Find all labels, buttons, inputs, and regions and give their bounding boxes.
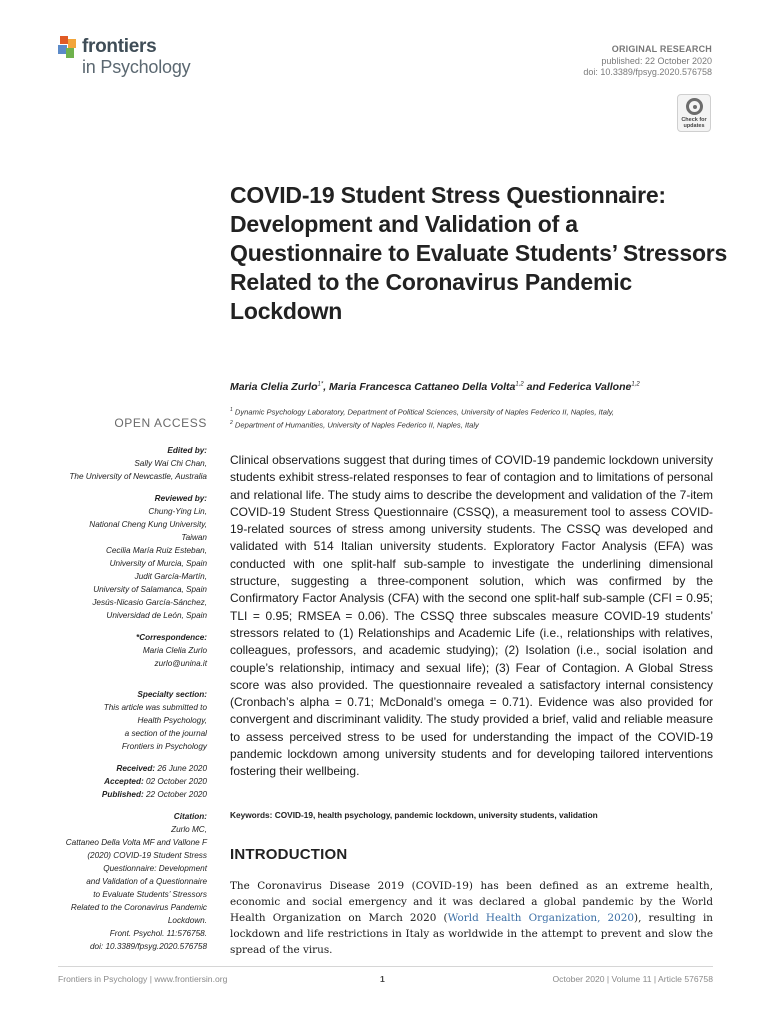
citation-line: to Evaluate Students’ Stressors: [93, 890, 207, 899]
affiliation-number: 1: [230, 407, 233, 413]
author-affiliation-mark: 1,2: [515, 381, 524, 388]
published-label: Published:: [101, 790, 144, 799]
correspondence-name: Maria Clelia Zurlo: [142, 646, 207, 655]
reviewer-line: University of Murcia, Spain: [109, 559, 207, 568]
reviewer-line: Cecilia María Ruiz Esteban,: [105, 546, 207, 555]
citation-line: Lockdown.: [167, 916, 207, 925]
reviewer-line: Universidad de León, Spain: [106, 611, 207, 620]
published-value: 22 October 2020: [143, 790, 207, 799]
affiliation: [230, 420, 479, 430]
author-name[interactable]: Maria Clelia Zurlo: [230, 381, 318, 393]
frontiers-logo-icon: [58, 36, 80, 58]
open-access-label: OPEN ACCESS: [114, 416, 207, 430]
citation-line: Questionnaire: Development: [103, 864, 207, 873]
specialty-line: This article was submitted to: [103, 703, 207, 712]
received-label: Received:: [116, 764, 156, 773]
reviewer-line: National Cheng Kung University,: [89, 520, 207, 529]
reviewer-line: University of Salamanca, Spain: [93, 585, 207, 594]
author-name[interactable]: Federica Vallone: [548, 381, 632, 393]
footer-issue-info: October 2020 | Volume 11 | Article 576758: [552, 974, 713, 984]
logo-name: frontiers: [82, 36, 157, 57]
author-separator: ,: [323, 381, 330, 393]
article-title: COVID-19 Student Stress Questionnaire: Development and Validation of a Questionnaire to Evaluate Students’ Stressors Related to the Coronavirus Pandemic Lockdown: [230, 182, 728, 324]
section-heading-introduction: INTRODUCTION: [230, 846, 348, 863]
specialty-line: Frontiers in Psychology: [121, 742, 207, 751]
intro-text-part: The Coronavirus Disease 2019 (COVID-19) has been defined as an extreme health, economic and social emergency and it was declared a global pandemic by the World Health Organization on March 2020 (: [230, 880, 713, 924]
published-date-sidebar: [47, 788, 207, 801]
check-for-updates-button[interactable]: [677, 94, 711, 132]
received-value: 26 June 2020: [155, 764, 207, 773]
reference-link[interactable]: World Health Organization, 2020: [447, 912, 635, 924]
reviewed-by-label: Reviewed by:: [154, 494, 207, 503]
footer-journal-link[interactable]: Frontiers in Psychology | www.frontiersin.org: [58, 974, 228, 984]
keywords: Keywords: COVID-19, health psychology, pandemic lockdown, university students, validation: [230, 810, 598, 820]
published-date: published: 22 October 2020: [601, 55, 712, 66]
author-list: [230, 381, 730, 393]
citation-doi-link[interactable]: doi: 10.3389/fpsyg.2020.576758: [90, 942, 207, 951]
citation-line: Front. Psychol. 11:576758.: [109, 929, 207, 938]
check-updates-icon: [686, 98, 703, 115]
reviewer-line: Jesús-Nicasio García-Sánchez,: [92, 598, 207, 607]
affiliation-number: 2: [230, 420, 233, 426]
accepted-value: 02 October 2020: [143, 777, 207, 786]
edited-by-label: Edited by:: [167, 446, 207, 455]
editor-line: The University of Newcastle, Australia: [69, 472, 207, 481]
article-doi[interactable]: doi: 10.3389/fpsyg.2020.576758: [583, 67, 712, 77]
accepted-date: [47, 775, 207, 788]
specialty-section-label: Specialty section:: [137, 690, 207, 699]
author-name[interactable]: Maria Francesca Cattaneo Della Volta: [329, 381, 516, 393]
author-affiliation-mark: 1,2: [631, 381, 640, 388]
correspondence-email-link[interactable]: zurlo@unina.it: [154, 659, 207, 668]
editor-line: Sally Wai Chi Chan,: [134, 459, 207, 468]
accepted-label: Accepted:: [104, 777, 144, 786]
citation-line: Cattaneo Della Volta MF and Vallone F: [65, 838, 207, 847]
citation-line: (2020) COVID-19 Student Stress: [87, 851, 207, 860]
affiliation: [230, 407, 614, 417]
article-sidebar: [47, 444, 207, 953]
citation-line: Zurlo MC,: [171, 825, 207, 834]
reviewer-line: Taiwan: [181, 533, 207, 542]
article-type: ORIGINAL RESEARCH: [611, 44, 712, 54]
received-date: [47, 762, 207, 775]
author-separator: and: [523, 381, 549, 393]
specialty-line: Health Psychology,: [137, 716, 207, 725]
specialty-line: a section of the journal: [124, 729, 207, 738]
affiliation-text: Dynamic Psychology Laboratory, Department of Political Sciences, University of Naples Federico II, Naples, Italy,: [232, 407, 615, 417]
check-updates-label: Check for updates: [681, 117, 707, 129]
abstract: Clinical observations suggest that during times of COVID-19 pandemic lockdown university students exhibit stress-related responses to fear of contagion and to limitations of personal and relational life. The study aims to describe the development and validation of the 7-item COVID-19 Student Stress Questionnaire (CSSQ), a measurement tool to assess COVID-19-related sources of stress among university students. The CSSQ was developed and validated with 514 Italian university students. Exploratory Factor Analysis (EFA) was conducted with one split-half sub-sample to investigate the underlining dimensional structure, suggesting a three-component solution, which was confirmed by the Confirmatory Factor Analysis (CFA) with the second one split-half sub-sample (CFI = 0.95; TLI = 0.95; RMSEA = 0.06). The CSSQ three subscales measure COVID-19 students’ stressors related to (1) Relationships and Academic Life (i.e., relationships with relatives, colleagues, professors, and academic studying); (2) Isolation (i.e., social isolation and couple’s relationship, intimacy and sexual life); (3) Fear of Contagion. A Global Stress score was also provided. The questionnaire revealed a satisfactory internal consistency (Cronbach’s alpha = 0.71; McDonald’s omega = 0.71). Evidence was also provided for convergent and discriminant validity. The study provided a brief, valid and reliable measure to assess perceived stress to be used for understanding the impact of the COVID-19 pandemic lockdown among university students and for developing tailored interventions fostering their wellbeing.: [230, 453, 713, 779]
introduction-paragraph: [230, 878, 713, 958]
correspondence-label: *Correspondence:: [136, 633, 207, 642]
intro-text-part: ), resulting in lockdown and life restrictions in Italy as worldwide in the attempt to prevent and slow the spread of the virus.: [230, 912, 713, 956]
author-affiliation-mark: 1*: [317, 381, 324, 388]
citation-label: Citation:: [173, 812, 207, 821]
journal-logo[interactable]: [58, 34, 218, 80]
page-number: 1: [380, 974, 385, 984]
logo-journal-name: in Psychology: [82, 57, 191, 77]
citation-line: and Validation of a Questionnaire: [86, 877, 207, 886]
citation-line: Related to the Coronavirus Pandemic: [70, 903, 207, 912]
affiliation-text: Department of Humanities, University of Naples Federico II, Naples, Italy: [232, 420, 479, 430]
article-meta: [583, 44, 712, 79]
reviewer-line: Chung-Ying Lin,: [148, 507, 207, 516]
reviewer-line: Judit García-Martín,: [134, 572, 207, 581]
footer-divider: [58, 966, 713, 967]
